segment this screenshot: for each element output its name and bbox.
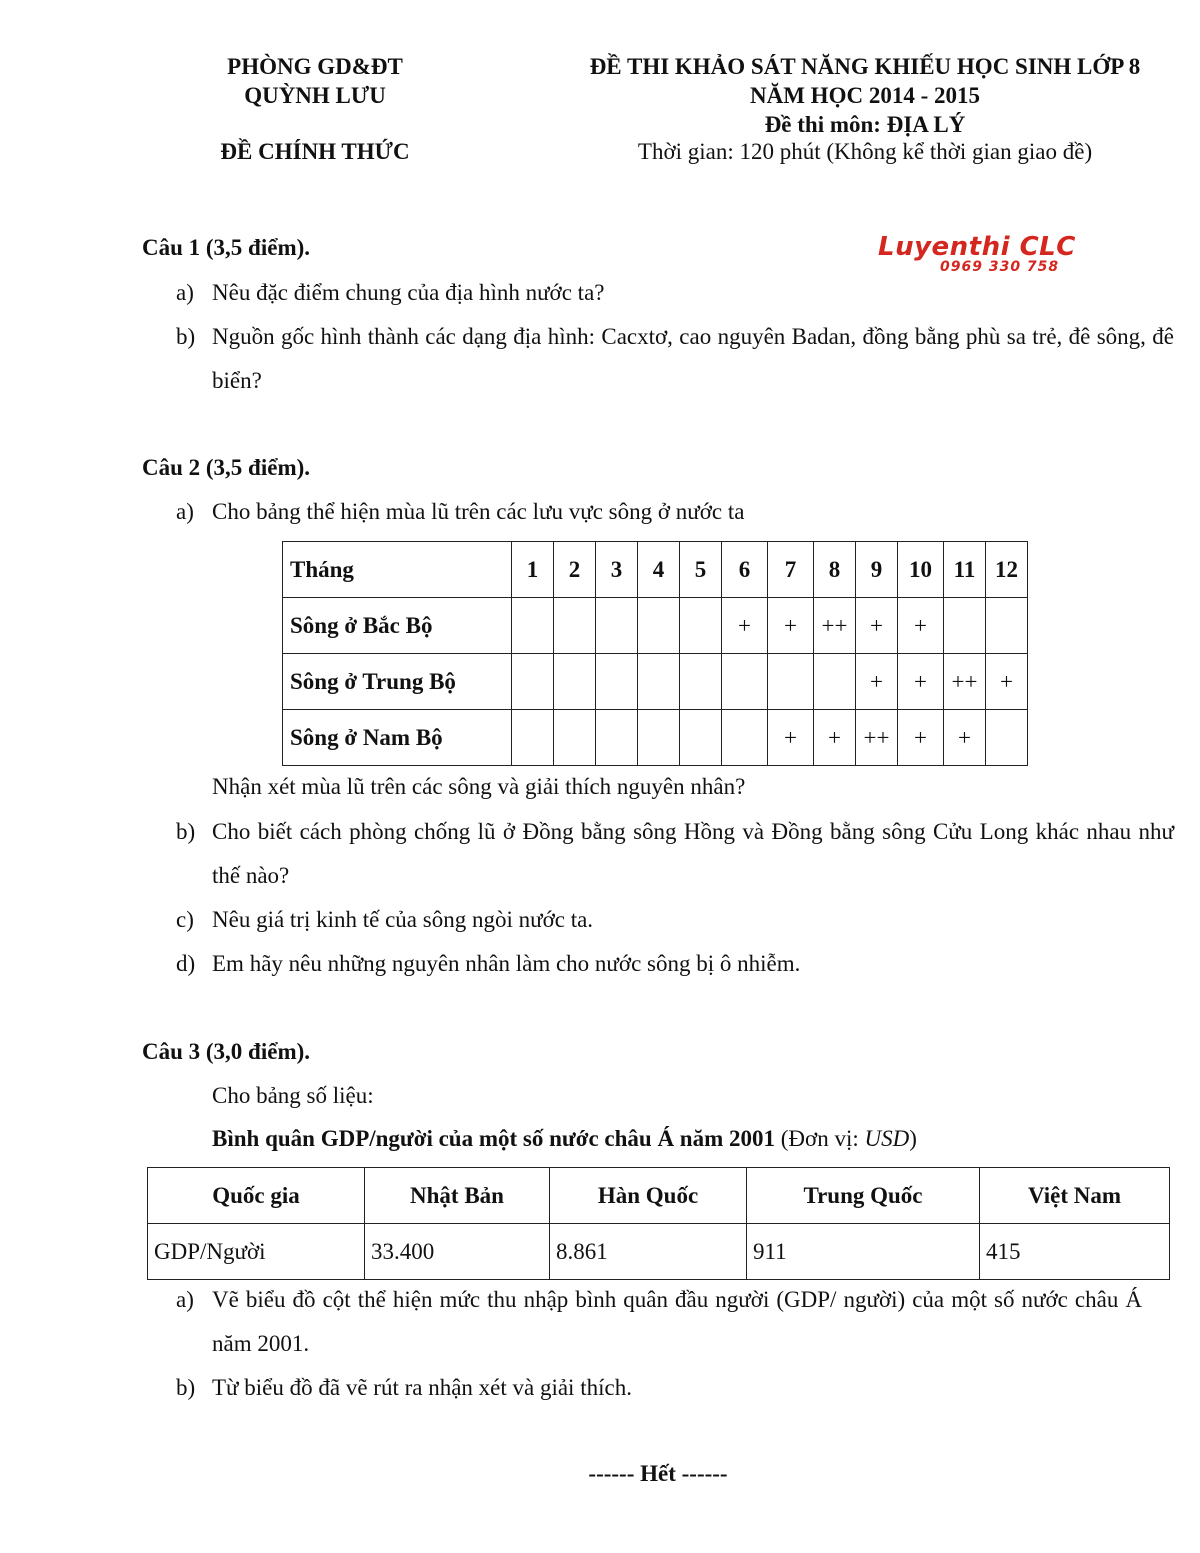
exam-heading bbox=[540, 52, 1190, 139]
caption-unit-prefix: (Đơn vị: bbox=[780, 1126, 865, 1151]
table-cell: + bbox=[768, 598, 814, 654]
header-cell: Nhật Bản bbox=[365, 1168, 550, 1224]
table-cell bbox=[944, 598, 986, 654]
gdp-table bbox=[147, 1167, 1170, 1280]
gdp-table-caption bbox=[212, 1126, 917, 1152]
month-cell: 2 bbox=[554, 542, 596, 598]
table-cell: 8.861 bbox=[550, 1224, 747, 1280]
table-cell bbox=[680, 710, 722, 766]
table-cell: + bbox=[898, 654, 944, 710]
table-cell: + bbox=[898, 710, 944, 766]
row-label: Sông ở Trung Bộ bbox=[283, 654, 512, 710]
official-label: ĐỀ CHÍNH THỨC bbox=[220, 139, 410, 164]
row-label: Sông ở Nam Bộ bbox=[283, 710, 512, 766]
table-cell bbox=[512, 654, 554, 710]
table-cell bbox=[986, 710, 1028, 766]
table-cell bbox=[512, 710, 554, 766]
question-3-title: Câu 3 (3,0 điểm). bbox=[142, 1039, 311, 1064]
month-cell: 3 bbox=[596, 542, 638, 598]
logo-brand: Luyenthi CLC bbox=[878, 232, 1076, 262]
month-cell: 9 bbox=[856, 542, 898, 598]
month-cell: 6 bbox=[722, 542, 768, 598]
table-header-row bbox=[283, 542, 1028, 598]
header-cell: Hàn Quốc bbox=[550, 1168, 747, 1224]
table-cell: + bbox=[856, 598, 898, 654]
item-label: a) bbox=[176, 280, 194, 305]
table-header-row bbox=[148, 1168, 1170, 1224]
table-cell: 415 bbox=[980, 1224, 1170, 1280]
table-cell: + bbox=[986, 654, 1028, 710]
exam-title: ĐỀ THI KHẢO SÁT NĂNG KHIẾU HỌC SINH LỚP 8 bbox=[589, 54, 1141, 79]
item-label: b) bbox=[176, 819, 196, 844]
table-cell bbox=[986, 598, 1028, 654]
table-cell: ++ bbox=[944, 654, 986, 710]
table-row bbox=[148, 1224, 1170, 1280]
item-text: Nguồn gốc hình thành các dạng địa hình: Cacxtơ, cao nguyên Badan, đồng bằng phù sa trẻ, đê sông, đê biển? bbox=[212, 324, 1174, 393]
table-cell: 911 bbox=[747, 1224, 980, 1280]
item-label: a) bbox=[176, 499, 194, 524]
caption-title: Bình quân GDP/người của một số nước châu Á năm 2001 bbox=[212, 1126, 776, 1151]
logo-phone: 0969 330 758 bbox=[940, 259, 1060, 275]
table-cell: + bbox=[768, 710, 814, 766]
exam-time: Thời gian: 120 phút (Không kể thời gian giao đề) bbox=[637, 139, 1093, 164]
table-cell bbox=[596, 654, 638, 710]
table-cell bbox=[554, 654, 596, 710]
caption-unit-suffix: ) bbox=[909, 1126, 917, 1151]
item-text: Cho biết cách phòng chống lũ ở Đồng bằng sông Hồng và Đồng bằng sông Cửu Long khác nhau như thế nào? bbox=[212, 819, 1174, 888]
question-2-title: Câu 2 (3,5 điểm). bbox=[142, 455, 311, 480]
table-row bbox=[283, 710, 1028, 766]
item-text: Từ biểu đồ đã vẽ rút ra nhận xét và giải thích. bbox=[212, 1375, 632, 1400]
header-cell: Tháng bbox=[283, 542, 512, 598]
table-cell: + bbox=[856, 654, 898, 710]
exam-subject: Đề thi môn: ĐỊA LÝ bbox=[764, 112, 966, 137]
table-cell bbox=[768, 654, 814, 710]
table-cell bbox=[512, 598, 554, 654]
question-3-intro: Cho bảng số liệu: bbox=[212, 1083, 374, 1108]
table-cell: + bbox=[814, 710, 856, 766]
table-row bbox=[283, 654, 1028, 710]
item-label: d) bbox=[176, 951, 196, 976]
month-cell: 1 bbox=[512, 542, 554, 598]
table-cell: + bbox=[898, 598, 944, 654]
table-cell bbox=[638, 598, 680, 654]
school-year: NĂM HỌC 2014 - 2015 bbox=[750, 83, 980, 108]
issuing-office bbox=[150, 52, 480, 110]
table-row bbox=[283, 598, 1028, 654]
item-text: Cho bảng thể hiện mùa lũ trên các lưu vực sông ở nước ta bbox=[212, 499, 745, 524]
month-cell: 8 bbox=[814, 542, 856, 598]
header-cell: Quốc gia bbox=[148, 1168, 365, 1224]
item-text: Vẽ biểu đồ cột thể hiện mức thu nhập bình quân đầu người (GDP/ người) của một số nước châu Á năm 2001. bbox=[212, 1287, 1142, 1356]
row-label: GDP/Người bbox=[148, 1224, 365, 1280]
item-text: Nêu giá trị kinh tế của sông ngòi nước ta. bbox=[212, 907, 594, 932]
office-line-1: PHÒNG GD&ĐT bbox=[227, 54, 403, 79]
flood-season-table bbox=[282, 541, 1028, 766]
month-cell: 10 bbox=[898, 542, 944, 598]
table-cell: 33.400 bbox=[365, 1224, 550, 1280]
item-label: a) bbox=[176, 1287, 194, 1312]
table-cell: + bbox=[944, 710, 986, 766]
month-cell: 4 bbox=[638, 542, 680, 598]
table-cell bbox=[722, 710, 768, 766]
header-cell: Trung Quốc bbox=[747, 1168, 980, 1224]
header-cell: Việt Nam bbox=[980, 1168, 1170, 1224]
table-cell: ++ bbox=[814, 598, 856, 654]
table-cell bbox=[722, 654, 768, 710]
end-marker: ------ Hết ------ bbox=[588, 1461, 728, 1486]
table-cell bbox=[814, 654, 856, 710]
table-cell bbox=[596, 598, 638, 654]
question-2-note: Nhận xét mùa lũ trên các sông và giải thích nguyên nhân? bbox=[212, 774, 746, 799]
month-cell: 7 bbox=[768, 542, 814, 598]
table-cell bbox=[554, 598, 596, 654]
table-cell bbox=[638, 710, 680, 766]
item-label: b) bbox=[176, 324, 196, 349]
table-cell bbox=[554, 710, 596, 766]
item-text: Nêu đặc điểm chung của địa hình nước ta? bbox=[212, 280, 605, 305]
item-text: Em hãy nêu những nguyên nhân làm cho nước sông bị ô nhiễm. bbox=[212, 951, 801, 976]
month-cell: 11 bbox=[944, 542, 986, 598]
question-1-title: Câu 1 (3,5 điểm). bbox=[142, 235, 311, 260]
table-cell bbox=[680, 598, 722, 654]
item-label: b) bbox=[176, 1375, 196, 1400]
row-label: Sông ở Bắc Bộ bbox=[283, 598, 512, 654]
month-cell: 12 bbox=[986, 542, 1028, 598]
table-cell bbox=[680, 654, 722, 710]
office-line-2: QUỲNH LƯU bbox=[244, 83, 386, 108]
table-cell: + bbox=[722, 598, 768, 654]
month-cell: 5 bbox=[680, 542, 722, 598]
table-cell bbox=[596, 710, 638, 766]
table-cell: ++ bbox=[856, 710, 898, 766]
table-cell bbox=[638, 654, 680, 710]
caption-unit: USD bbox=[864, 1126, 910, 1151]
item-label: c) bbox=[176, 907, 194, 932]
